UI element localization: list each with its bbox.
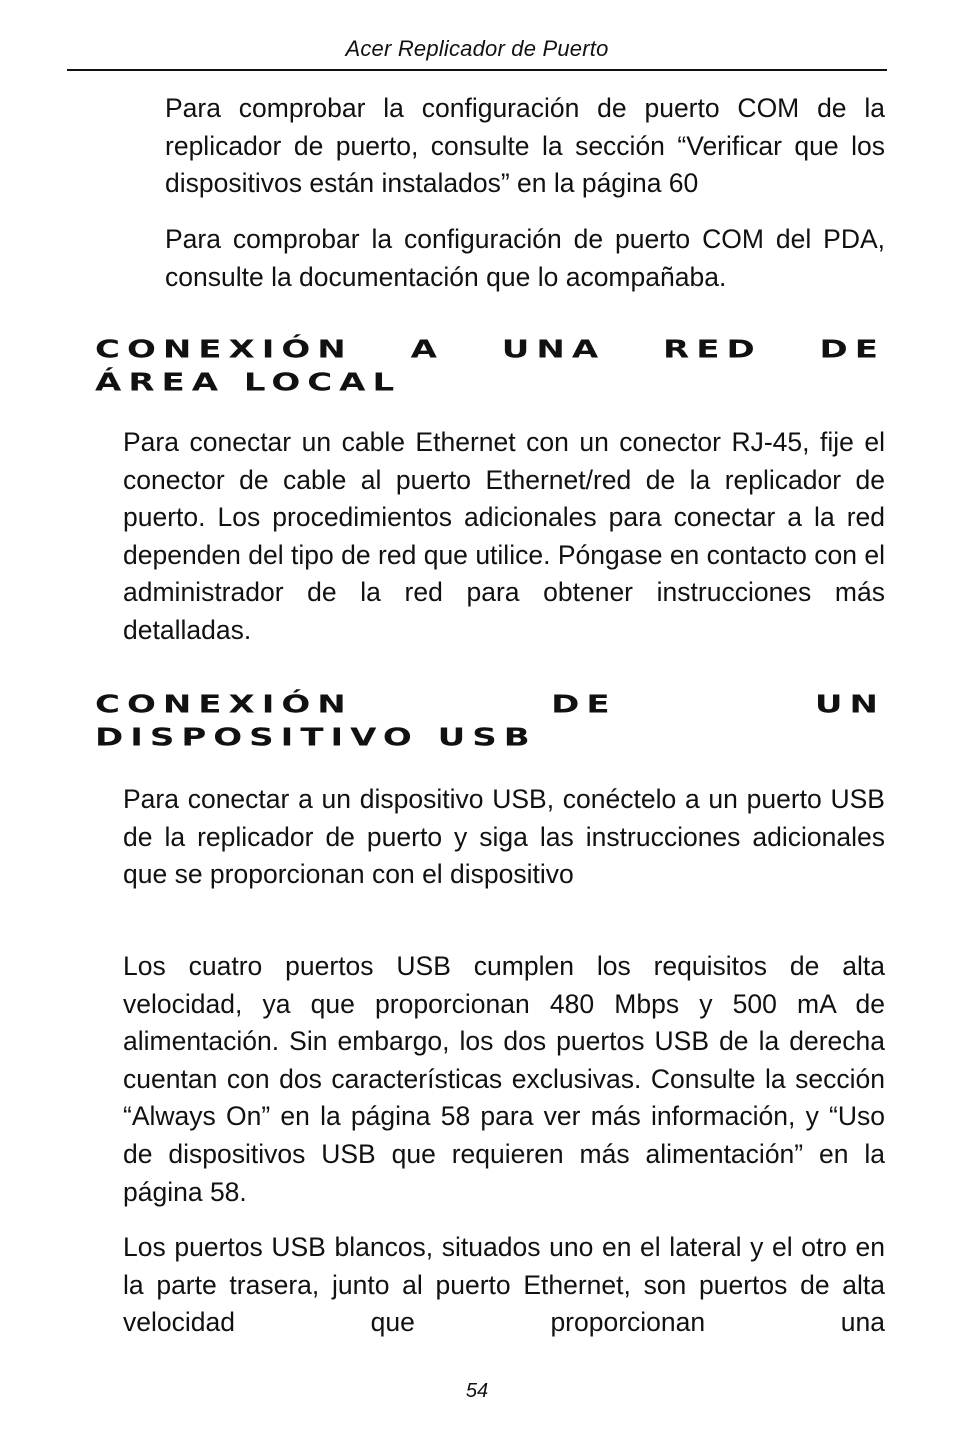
section-heading-lan-line2: ÁREA LOCAL [95, 368, 402, 398]
intro-paragraph-com-replicator: Para comprobar la configuración de puerto COM de la replicador de puerto, consulte la sección “Verificar que los dispositivos están instalados” en la página 60 [165, 93, 885, 199]
running-header: Acer Replicador de Puerto [345, 36, 609, 61]
usb-paragraph-speed: Los cuatro puertos USB cumplen los requisitos de alta velocidad, ya que proporcionan 480 Mbps y 500 mA de alimentación. Sin embargo, los dos puertos USB de la derecha cuentan con dos características exclusivas. Consulte la sección “Always On” en la página 58 para ver más información, y “Uso de dispositivos USB que requieren más alimentación” en la página 58. [123, 951, 885, 1207]
section-heading-lan [95, 333, 885, 399]
header-rule [67, 69, 887, 71]
section-heading-usb-line1: CONEXIÓN DE UN [95, 690, 885, 719]
section-heading-usb [95, 688, 885, 754]
page-number: 54 [465, 1380, 489, 1402]
lan-paragraph: Para conectar un cable Ethernet con un conector RJ-45, fije el conector de cable al puerto Ethernet/red de la replicador de puerto. Los procedimientos adicionales para conectar a la red dependen del tipo de red que utilice. Póngase en contacto con el administrador de la red para obtener instrucciones más detalladas. [123, 427, 885, 645]
intro-paragraph-com-pda: Para comprobar la configuración de puerto COM del PDA, consulte la documentación que lo acompañaba. [165, 224, 885, 292]
usb-paragraph-white-ports: Los puertos USB blancos, situados uno en el lateral y el otro en la parte trasera, junto al puerto Ethernet, son puertos de alta velocidad que proporcionan una [123, 1232, 885, 1338]
section-heading-lan-line1: CONEXIÓN A UNA RED DE [95, 335, 885, 364]
usb-paragraph-connect: Para conectar a un dispositivo USB, conéctelo a un puerto USB de la replicador de puerto y siga las instrucciones adicionales que se proporcionan con el dispositivo [123, 784, 885, 890]
section-heading-usb-line2: DISPOSITIVO USB [95, 723, 537, 753]
